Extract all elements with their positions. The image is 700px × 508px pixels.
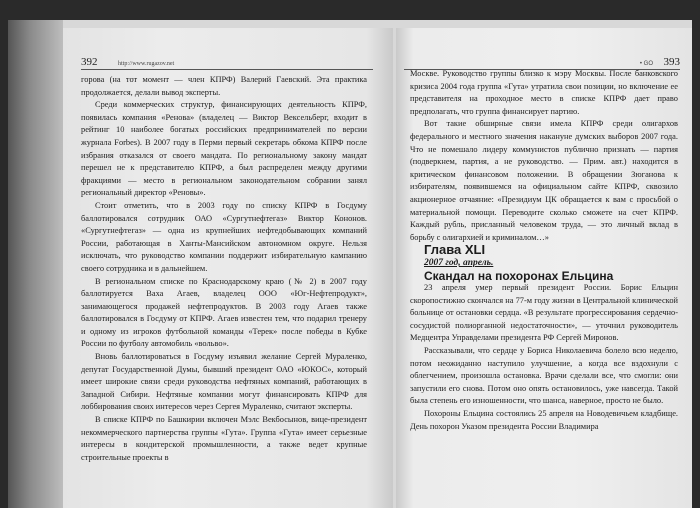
right-page xyxy=(396,28,692,508)
right-running-head xyxy=(396,56,680,68)
left-page-text xyxy=(81,74,367,464)
paragraph: горова (на тот момент — член КПРФ) Валерий Гаевский. Эта практика продолжается, делали вывод эксперты. xyxy=(81,75,367,97)
left-header-rule xyxy=(81,69,373,70)
left-running-head xyxy=(81,56,393,68)
date-heading: 2007 год, апрель. xyxy=(424,257,494,268)
section-title: Скандал на похоронах Ельцина xyxy=(424,268,614,283)
paragraph: 23 апреля умер первый президент России. Борис Ельцин скоропостижно скончался на 77-м году жизни в Центральной клинической больнице от остановки сердца. «В результате прогрессирования сердечно-сосудистой полиорганной недостаточности», — уточнил руководитель Медцентра Управделами президента РФ Сергей Миронов. xyxy=(410,283,678,343)
right-page-text xyxy=(410,68,678,433)
paragraph: Вновь баллотироваться в Госдуму изъявил желание Сергей Мураленко, депутат Государственной Думы, бывший президент ОАО «ЮКОС», который имеет широкие связи среди руководства нефтяных компаний, работающих в Западной Сибири. Нефтяные компании могут финансировать КПРФ для лоббирования своих интересов через Сергея Мураленко, считают эксперты. xyxy=(81,352,367,412)
book-spread xyxy=(8,20,692,508)
left-page xyxy=(63,28,393,508)
paragraph: В списке КПРФ по Башкирии включен Мэлс Векбосынов, вице-президент некоммерческого партнерства группы «Гута». Группа «Гута» имеет серьезные интересы в кондитерской промышленности, а также ведет крупные строительные проекты в xyxy=(81,415,367,462)
paragraph: Стоит отметить, что в 2003 году по списку КПРФ в Госдуму баллотировался сотрудник ОАО «Сургутнефтегаз» Виктор Кононов. «Сургутнефтегаз» — одна из крупнейших нефтедобывающих компаний России, работающая в Ханты-Мансийском автономном округе. Нельзя исключать, что руководство компании поддержит избирательную кампанию своего сотрудника и в дальнейшем. xyxy=(81,200,367,273)
book-edge xyxy=(8,20,63,508)
paragraph: Вот такие обширные связи имела КПРФ среди олигархов федерального и местного значения накануне думских выборов 2007 года. Что не помешало лидеру коммунистов публично признать — партия (подверкнем, партия, а не руководство. — Прим. авт.) находится в критическом финансовом положении. В обращении Зюганова к избирателям, появившемся на официальном сайте КПРФ, сквозило акционерное отчаяние: «Президиум ЦК обращается к вам с просьбой о материальной помощи. Переводите сколько сможете на счет КПРФ. Каждый рубль, присланный человеком труда, — это личный вклад в борьбу с олигархией и криминалом…» xyxy=(410,119,678,242)
chapter-title: Глава XLI xyxy=(424,242,486,258)
paragraph: Рассказывали, что сердце у Бориса Николаевича болело всю неделю, потом неожиданно наступило улучшение, а когда все вздохнули с облегчением, произошла остановка. Врачи сделали все, что смогли: они запустили его снова. Потом оно опять остановилось, уже навсегда. Такой была степень его изношенности, что шанса, наверное, просто не было. xyxy=(410,346,678,406)
paragraph: Среди коммерческих структур, финансирующих деятельность КПРФ, появилась компания «Ренова» (владелец — Виктор Вексельберг, входит в рейтинг 10 наиболее богатых российских предпринимателей по версии журнала Forbes). В 2007 году в Перми первый секретарь обкома КПРФ после избрания отказался от своего мандата. По региональному закону мандат перешел не к представителю КПРФ, а был распределен между другими фракциями — место в региональном законодательном собрании занял региональный директор «Реновы». xyxy=(81,100,367,198)
left-page-number: 392 xyxy=(81,56,98,68)
right-page-number: 393 xyxy=(663,56,680,68)
go-label: • GO xyxy=(639,61,653,67)
paragraph: Москве. Руководство группы близко к мэру Москвы. После банковского кризиса 2004 года группа «Гута» утратила свои позиции, но включение ее представителя на проходное место в списке КПРФ дает право предполагать, что группа финансирует партию. xyxy=(410,69,678,116)
paragraph: Похороны Ельцина состоялись 25 апреля на Новодевичьем кладбище. День похорон Указом президента России Владимира xyxy=(410,409,678,431)
left-page-url: http://www.rugazov.net xyxy=(118,61,175,67)
paragraph: В региональном списке по Краснодарскому краю (№ 2) в 2007 году баллотируется Ваха Агаев, владелец ООО «Юг-Нефтепродукт», занимающегося продажей нефтепродуктов. В 2003 году Агаев также баллотировался в Госдуму от КПРФ. Агаев известен тем, что подарил тренеру и одному из игроков футбольной команды «Терек» после победы в Кубке России по футболу автомобиль «вольво». xyxy=(81,276,367,349)
